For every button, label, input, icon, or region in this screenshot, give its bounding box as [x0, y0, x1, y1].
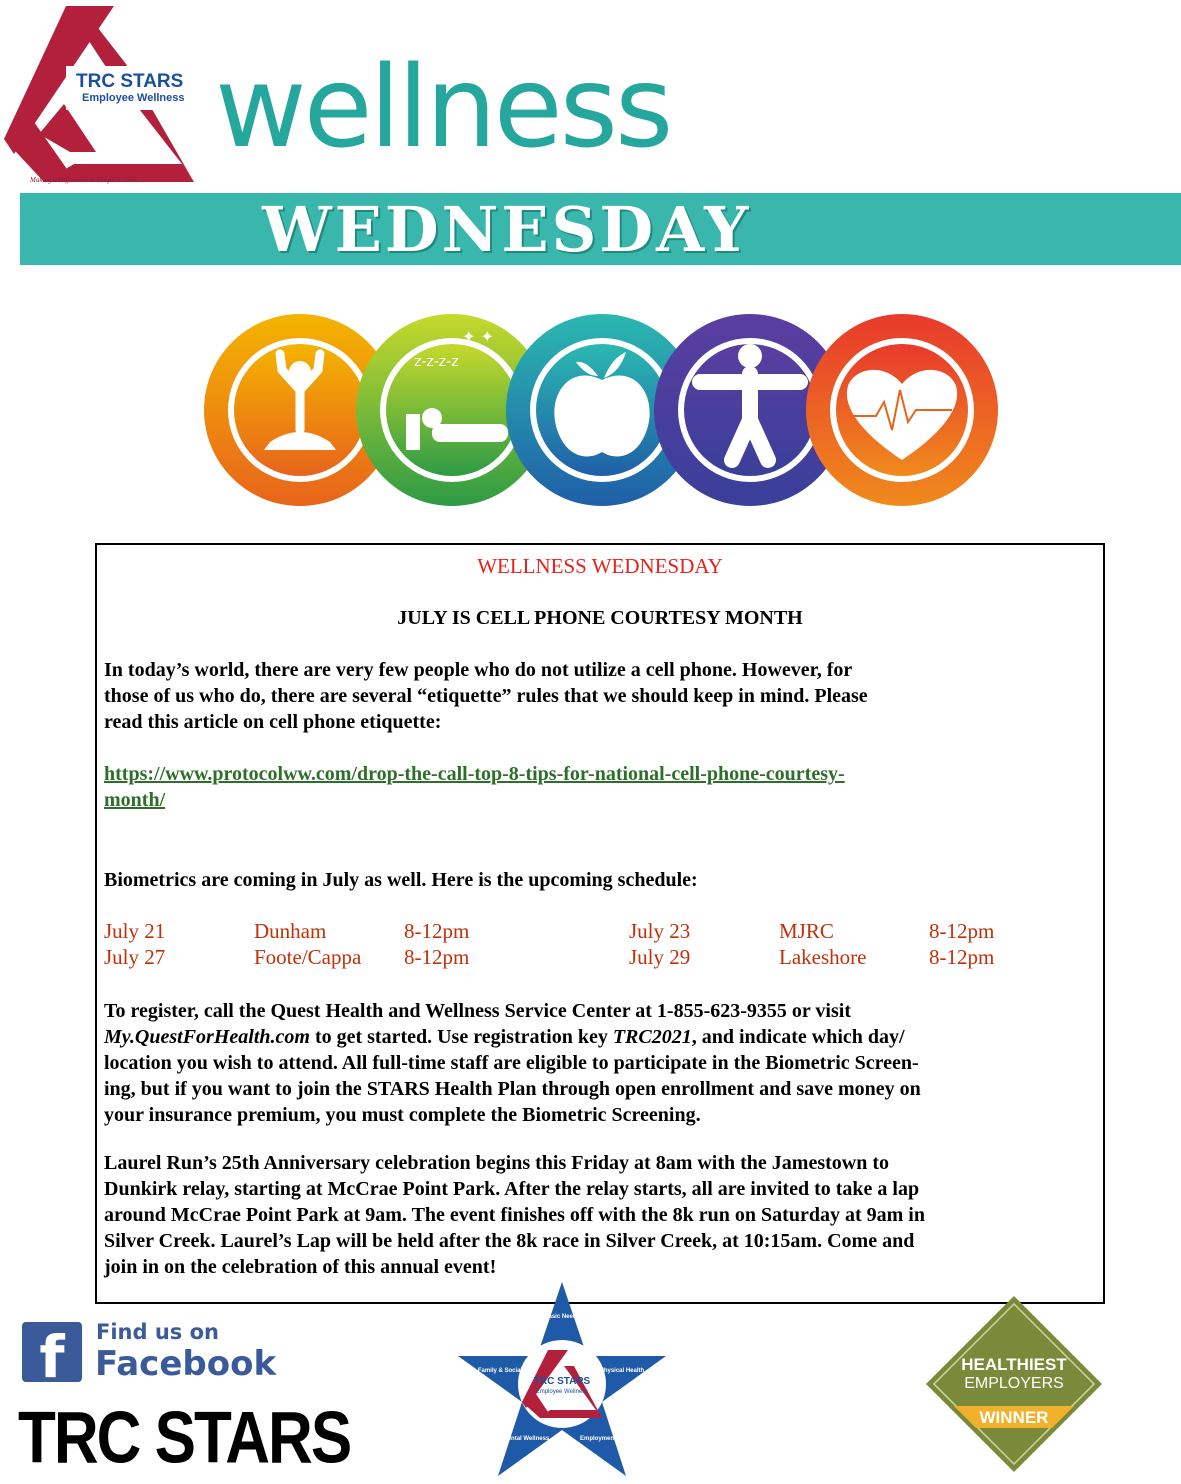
schedule-location: Lakeshore: [779, 945, 867, 969]
star-label-top: Basic Needs: [544, 1314, 580, 1320]
registration-key: TRC2021: [612, 1026, 692, 1048]
schedule-time: 8-12pm: [929, 945, 995, 969]
intro-line-1: In today’s world, there are very few people who do not utilize a cell phone. However, for: [104, 659, 853, 681]
facebook-find-label[interactable]: Find us on: [96, 1320, 219, 1344]
award-line-2: EMPLOYERS: [964, 1375, 1064, 1392]
star-label-left: Family & Social: [477, 1368, 523, 1374]
trc-stars-logo: [4, 4, 204, 190]
schedule-location: MJRC: [779, 919, 834, 943]
logo-subtitle: Employee Wellness: [82, 92, 185, 104]
star-label-right: Physical Health: [599, 1368, 645, 1374]
facebook-name-label[interactable]: Facebook: [95, 1344, 277, 1384]
logo-brand-text: TRC STARS: [76, 71, 184, 92]
schedule-date: July 29: [629, 945, 691, 969]
schedule-location: Foote/Cappa: [254, 945, 362, 969]
heart-rate-icon: [806, 314, 998, 506]
wellness-heading: wellness: [215, 43, 671, 173]
svg-text:✦ ✦: ✦ ✦: [462, 327, 494, 346]
svg-text:TRC STARS: TRC STARS: [533, 1376, 591, 1387]
intro-line-2: those of us who do, there are several “etiquette” rules that we should keep in mind. Please: [104, 685, 868, 707]
logo-tagline: Making a Difference in People's Lives: [30, 176, 137, 184]
register-line-3: location you wish to attend. All full-time staff are eligible to participate in the Biometric Screen-: [104, 1052, 919, 1074]
award-line-1: HEALTHIEST: [961, 1355, 1067, 1374]
schedule-time: 8-12pm: [404, 919, 470, 943]
award-line-3: WINNER: [979, 1408, 1049, 1427]
anniversary-line-2: Dunkirk relay, starting at McCrae Point Park. After the relay starts, all are invited to take a lap: [104, 1178, 920, 1200]
anniversary-line-5: join in on the celebration of this annual event!: [104, 1256, 497, 1278]
register-line-2: My.QuestForHealth.com to get started. Use registration key TRC2021, and indicate which day/: [104, 1026, 905, 1048]
facebook-icon[interactable]: f: [22, 1322, 82, 1382]
register-line-4: ing, but if you want to join the STARS Health Plan through open enrollment and save money on: [104, 1078, 921, 1100]
wellness-icons-row: [200, 310, 1000, 510]
article-box: [95, 543, 1105, 1304]
star-label-bottom-right: Employment: [579, 1436, 617, 1442]
anniversary-line-3: around McCrae Point Park at 9am. The event finishes off with the 8k run on Saturday at 9am in: [104, 1204, 925, 1226]
schedule-date: July 21: [104, 919, 166, 943]
anniversary-line-4: Silver Creek. Laurel’s Lap will be held after the 8k race in Silver Creek, at 10:15am. Come and: [104, 1230, 915, 1252]
schedule-date: July 27: [104, 945, 166, 969]
stars-dimensions-star: [456, 1280, 668, 1476]
register-line-1: To register, call the Quest Health and Wellness Service Center at 1-855-623-9355 or visit: [104, 1000, 851, 1022]
schedule-location: Dunham: [254, 919, 327, 943]
schedule-date: July 23: [629, 919, 691, 943]
svg-text:Employee Wellness: Employee Wellness: [535, 1389, 589, 1395]
schedule-time: 8-12pm: [404, 945, 470, 969]
star-label-bottom-left: Mental Wellness: [502, 1436, 550, 1442]
schedule-time: 8-12pm: [929, 919, 995, 943]
healthiest-employers-badge: [924, 1294, 1104, 1474]
article-heading: JULY IS CELL PHONE COURTESY MONTH: [397, 607, 803, 629]
register-line-5: your insurance premium, you must complete the Biometric Screening.: [104, 1104, 701, 1126]
article-link-line-1[interactable]: https://www.protocolww.com/drop-the-call-top-8-tips-for-national-cell-phone-courtesy-: [104, 763, 845, 785]
article-link-line-2[interactable]: month/: [104, 789, 166, 811]
anniversary-line-1: Laurel Run’s 25th Anniversary celebration begins this Friday at 8am with the Jamestown to: [104, 1152, 889, 1174]
trc-stars-wordmark: TRC STARS: [18, 1397, 351, 1479]
svg-text:z-z-z-z: z-z-z-z: [414, 354, 459, 370]
wednesday-heading: WEDNESDAY: [262, 193, 752, 266]
quest-website: My.QuestForHealth.com: [104, 1026, 310, 1048]
biometrics-intro: Biometrics are coming in July as well. Here is the upcoming schedule:: [104, 869, 698, 891]
section-title: WELLNESS WEDNESDAY: [477, 554, 723, 578]
intro-line-3: read this article on cell phone etiquette:: [104, 711, 442, 733]
